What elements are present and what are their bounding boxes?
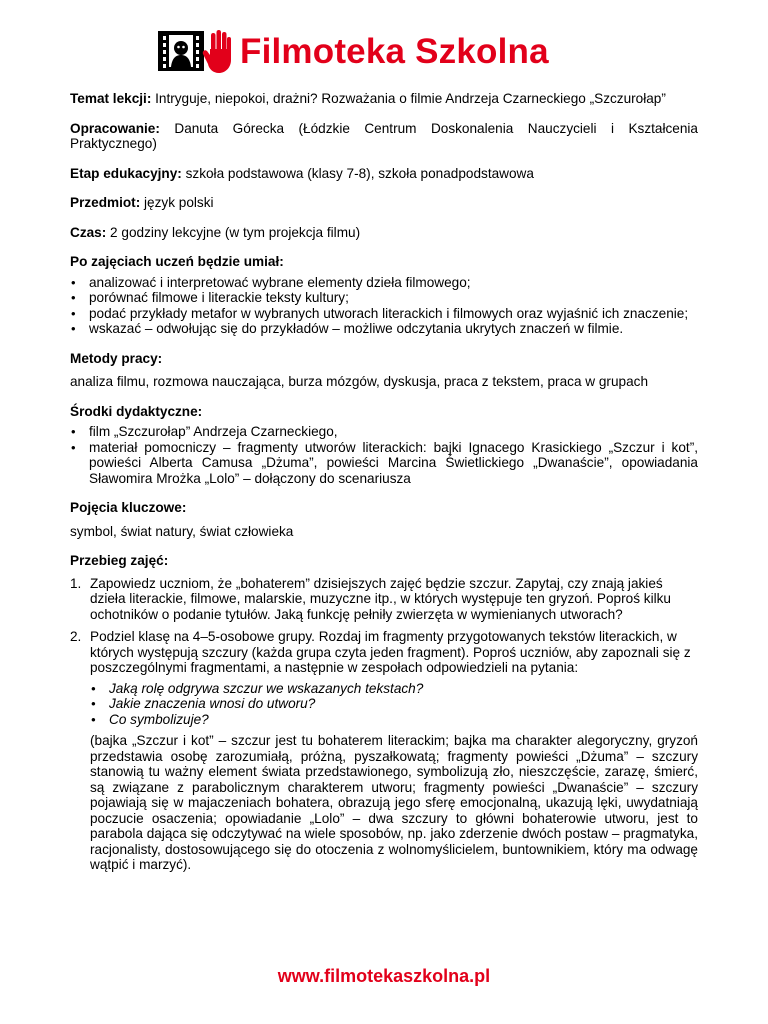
list-item: • Jaką rolę odgrywa szczur we wskazanych tekstach?	[90, 681, 698, 697]
header	[156, 26, 549, 76]
concepts-heading: Pojęcia kluczowe:	[70, 500, 187, 515]
stage-line	[70, 166, 698, 182]
materials-heading: Środki dydaktyczne:	[70, 403, 203, 419]
list-item: • film „Szczurołap” Andrzeja Czarneckiego,	[70, 424, 698, 440]
list-item: • Co symbolizuje?	[90, 712, 698, 728]
materials-list	[70, 424, 698, 486]
lesson-content	[70, 91, 698, 880]
topic-label: Temat lekcji:	[70, 91, 152, 106]
step-number: 2.	[70, 629, 82, 644]
step-text: Zapowiedz uczniom, że „bohaterem” dzisiejszych zajęć będzie szczur. Zapytaj, czy znają jakieś dzieła literackie, filmowe, malarskie, muzyczne itp., w których występuje ten gryzoń. Poproś kilku ochotników o podanie tytułów. Jaką funkcję pełniły zwierzęta w wymienianych utworach?	[90, 575, 671, 622]
answer-note: (bajka „Szczur i kot” – szczur jest tu bohaterem literackim; bajka ma charakter alegoryczny, gryzoń przedstawia osobę zarozumiałą, próżną, pyszałkowatą; fragmenty powieści „Dżuma” – szczury stanowią tu ważny element świata przedstawionego, symbolizują zło, nieszczęście, zarazę, śmierć, są związane z parabolicznym charakterem utworu; fragmenty powieści „Dwanaście” – szczury pojawiają się w majaczeniach bohatera, obrazują jego sferę emocjonalną, ukazują lęki, uwydatniają poczucie osaczenia; opowiadanie „Lolo” – dwa szczury to główni bohaterowie utworu, jest to parabola dająca się odczytywać na wiele sposobów, np. jako zderzenie dwóch postaw – pragmatyka, racjonalisty, dostosowującego się do otoczenia z wolnomyślicielem, buntownikiem, który ma odwagę wątpić i marzyć).	[90, 733, 698, 872]
topic-line	[70, 91, 698, 107]
stage-label: Etap edukacyjny:	[70, 165, 182, 181]
topic-value: Intryguje, niepokoi, drażni? Rozważania o filmie Andrzeja Czarneckiego „Szczurołap”	[155, 91, 666, 106]
list-item: • Jakie znaczenia wnosi do utworu?	[90, 696, 698, 712]
procedure-heading: Przebieg zajęć:	[70, 553, 169, 568]
list-item: • podać przykłady metafor w wybranych utworach literackich i filmowych oraz wyjaśnić ich znaczenie;	[70, 306, 698, 322]
stage-value: szkoła podstawowa (klasy 7-8), szkoła ponadpodstawowa	[185, 165, 534, 181]
methods-heading: Metody pracy:	[70, 350, 163, 366]
goals-heading: Po zajęciach uczeń będzie umiał:	[70, 254, 284, 269]
step-number: 1.	[70, 575, 82, 591]
author-value: Danuta Górecka (Łódzkie Centrum Doskonalenia Nauczycieli i Kształcenia Praktycznego)	[70, 120, 698, 151]
time-label: Czas:	[70, 224, 107, 240]
subject-label: Przedmiot:	[70, 195, 141, 210]
author-label: Opracowanie:	[70, 120, 160, 136]
list-item: • analizować i interpretować wybrane elementy dzieła filmowego;	[70, 275, 698, 291]
time-line	[70, 225, 698, 241]
footer-url-link[interactable]: www.filmotekaszkolna.pl	[277, 966, 491, 986]
methods-text: analiza filmu, rozmowa nauczająca, burza mózgów, dyskusja, praca z tekstem, praca w grupach	[70, 374, 648, 389]
subject-line	[70, 195, 698, 211]
time-value: 2 godziny lekcyjne (w tym projekcja filmu)	[110, 224, 361, 240]
goals-list	[70, 275, 698, 337]
film-strip-icon	[156, 27, 232, 75]
step-item	[70, 629, 698, 873]
step-item	[70, 576, 698, 623]
list-item: • wskazać – odwołując się do przykładów – możliwe odczytania ukrytych znaczeń w filmie.	[70, 321, 698, 337]
brand-title: Filmoteka Szkolna	[240, 31, 549, 71]
author-line	[70, 121, 698, 152]
questions-list	[90, 681, 698, 728]
procedure-steps	[70, 576, 698, 873]
list-item: • porównać filmowe i literackie teksty kultury;	[70, 290, 698, 306]
concepts-text: symbol, świat natury, świat człowieka	[70, 523, 294, 539]
list-item: • materiał pomocniczy – fragmenty utworów literackich: bajki Ignacego Krasickiego „Szczur i kot”, powieści Alberta Camusa „Dżuma”, powieści Marcina Świetlickiego „Dwanaście”, opowiadania Sławomira Mrożka „Lolo” – dołączony do scenariusza	[70, 440, 698, 487]
step-text: Podziel klasę na 4–5-osobowe grupy. Rozdaj im fragmenty przygotowanych tekstów literackich, w których występują szczury (każda grupa czyta jeden fragment). Poproś uczniów, aby zapoznali się z poszczególnymi fragmentami, a następnie w zespołach odpowiedzieli na pytania:	[90, 629, 691, 675]
subject-value: język polski	[144, 195, 214, 210]
